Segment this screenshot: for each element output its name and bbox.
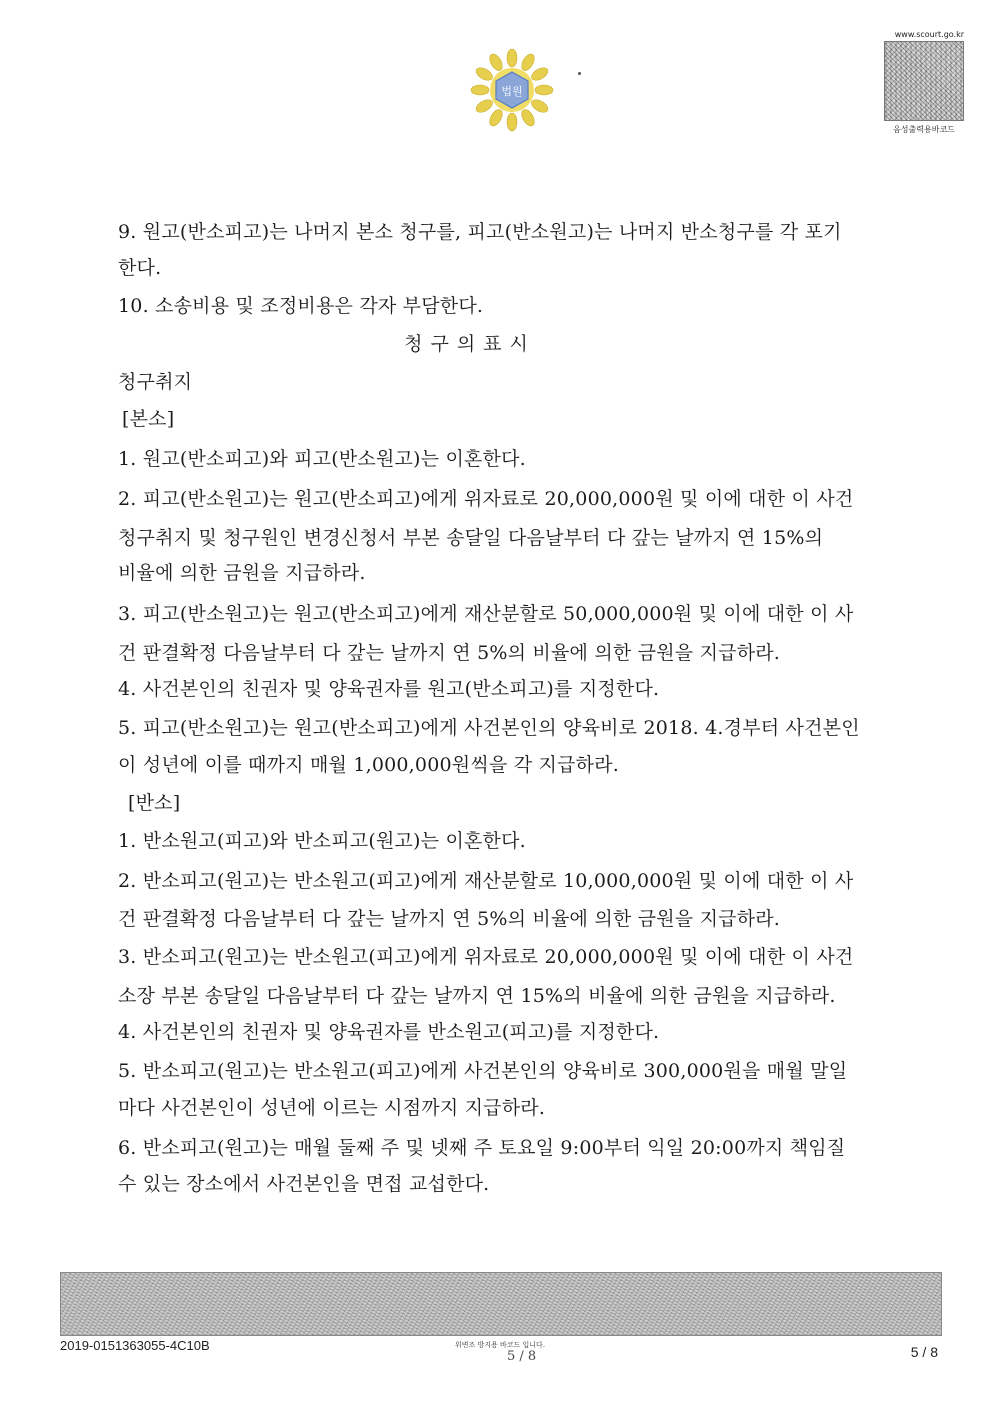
counter-claim-item-6-line-2: 수 있는 장소에서 사건본인을 면접 교섭한다. (118, 1173, 490, 1195)
main-claim-item-3-line-1: 3. 피고(반소원고)는 원고(반소피고)에게 재산분할로 50,000,000원 및 이에 대한 이 사 (118, 603, 854, 625)
counter-claim-item-5-line-2: 마다 사건본인이 성년에 이르는 시점까지 지급하라. (118, 1097, 546, 1119)
court-website-url: www.scourt.go.kr (894, 30, 964, 39)
emblem-text: 법원 (501, 85, 523, 98)
main-claim-item-3-line-2: 건 판결확정 다음날부터 다 갚는 날까지 연 5%의 비율에 의한 금원을 지급하라. (118, 642, 781, 664)
clause-9-line-1: 9. 원고(반소피고)는 나머지 본소 청구를, 피고(반소원고)는 나머지 반소청구를 각 포기 (118, 221, 842, 243)
page-number-center: 5 / 8 (507, 1349, 537, 1364)
counter-claim-item-2-line-2: 건 판결확정 다음날부터 다 갚는 날까지 연 5%의 비율에 의한 금원을 지급하라. (118, 908, 781, 930)
counter-claim-label: [반소] (128, 792, 181, 814)
qr-code-icon (884, 41, 964, 121)
main-claim-item-4: 4. 사건본인의 친권자 및 양육권자를 원고(반소피고)를 지정한다. (118, 678, 660, 700)
main-claim-item-5-line-2: 이 성년에 이를 때까지 매월 1,000,000원씩을 각 지급하라. (118, 754, 619, 776)
anti-forgery-barcode (60, 1272, 942, 1336)
counter-claim-item-5-line-1: 5. 반소피고(원고)는 반소원고(피고)에게 사건본인의 양육비로 300,000원을 매월 말일 (118, 1060, 848, 1082)
counter-claim-item-3-line-2: 소장 부본 송달일 다음날부터 다 갚는 날까지 연 15%의 비율에 의한 금원을 지급하라. (118, 985, 836, 1007)
scan-speck (578, 72, 581, 75)
main-claim-item-5-line-1: 5. 피고(반소원고)는 원고(반소피고)에게 사건본인의 양육비로 2018. 4.경부터 사건본인 (118, 717, 860, 739)
section-heading: 청구의표시 (404, 333, 536, 355)
page-number-right: 5 / 8 (910, 1344, 938, 1360)
barcode-notice: 위변조 방지용 바코드 입니다. (455, 1341, 546, 1349)
clause-9-line-2: 한다. (118, 257, 162, 279)
document-id: 2019-0151363055-4C10B (60, 1338, 210, 1353)
counter-claim-item-3-line-1: 3. 반소피고(원고)는 반소원고(피고)에게 위자료로 20,000,000원 및 이에 대한 이 사건 (118, 946, 854, 968)
counter-claim-item-2-line-1: 2. 반소피고(원고)는 반소원고(피고)에게 재산분할로 10,000,000원 및 이에 대한 이 사 (118, 870, 854, 892)
main-claim-item-1: 1. 원고(반소피고)와 피고(반소원고)는 이혼한다. (118, 448, 526, 470)
clause-10: 10. 소송비용 및 조정비용은 각자 부담한다. (118, 295, 484, 317)
verification-code-block (884, 30, 964, 135)
counter-claim-item-1: 1. 반소원고(피고)와 반소피고(원고)는 이혼한다. (118, 830, 526, 852)
main-claim-item-2-line-2: 청구취지 및 청구원인 변경신청서 부본 송달일 다음날부터 다 갚는 날까지 연 15%의 (118, 527, 824, 549)
main-claim-label: [본소] (122, 408, 175, 430)
counter-claim-item-4: 4. 사건본인의 친권자 및 양육권자를 반소원고(피고)를 지정한다. (118, 1021, 660, 1043)
qr-caption: 음성출력용바코드 (893, 125, 955, 134)
main-claim-item-2-line-3: 비율에 의한 금원을 지급하라. (118, 562, 366, 584)
claim-purpose-title: 청구취지 (118, 371, 193, 393)
counter-claim-item-6-line-1: 6. 반소피고(원고)는 매월 둘째 주 및 넷째 주 토요일 9:00부터 익일 20:00까지 책임질 (118, 1137, 846, 1159)
main-claim-item-2-line-1: 2. 피고(반소원고)는 원고(반소피고)에게 위자료로 20,000,000원 및 이에 대한 이 사건 (118, 488, 854, 510)
court-emblem-logo (470, 48, 554, 132)
